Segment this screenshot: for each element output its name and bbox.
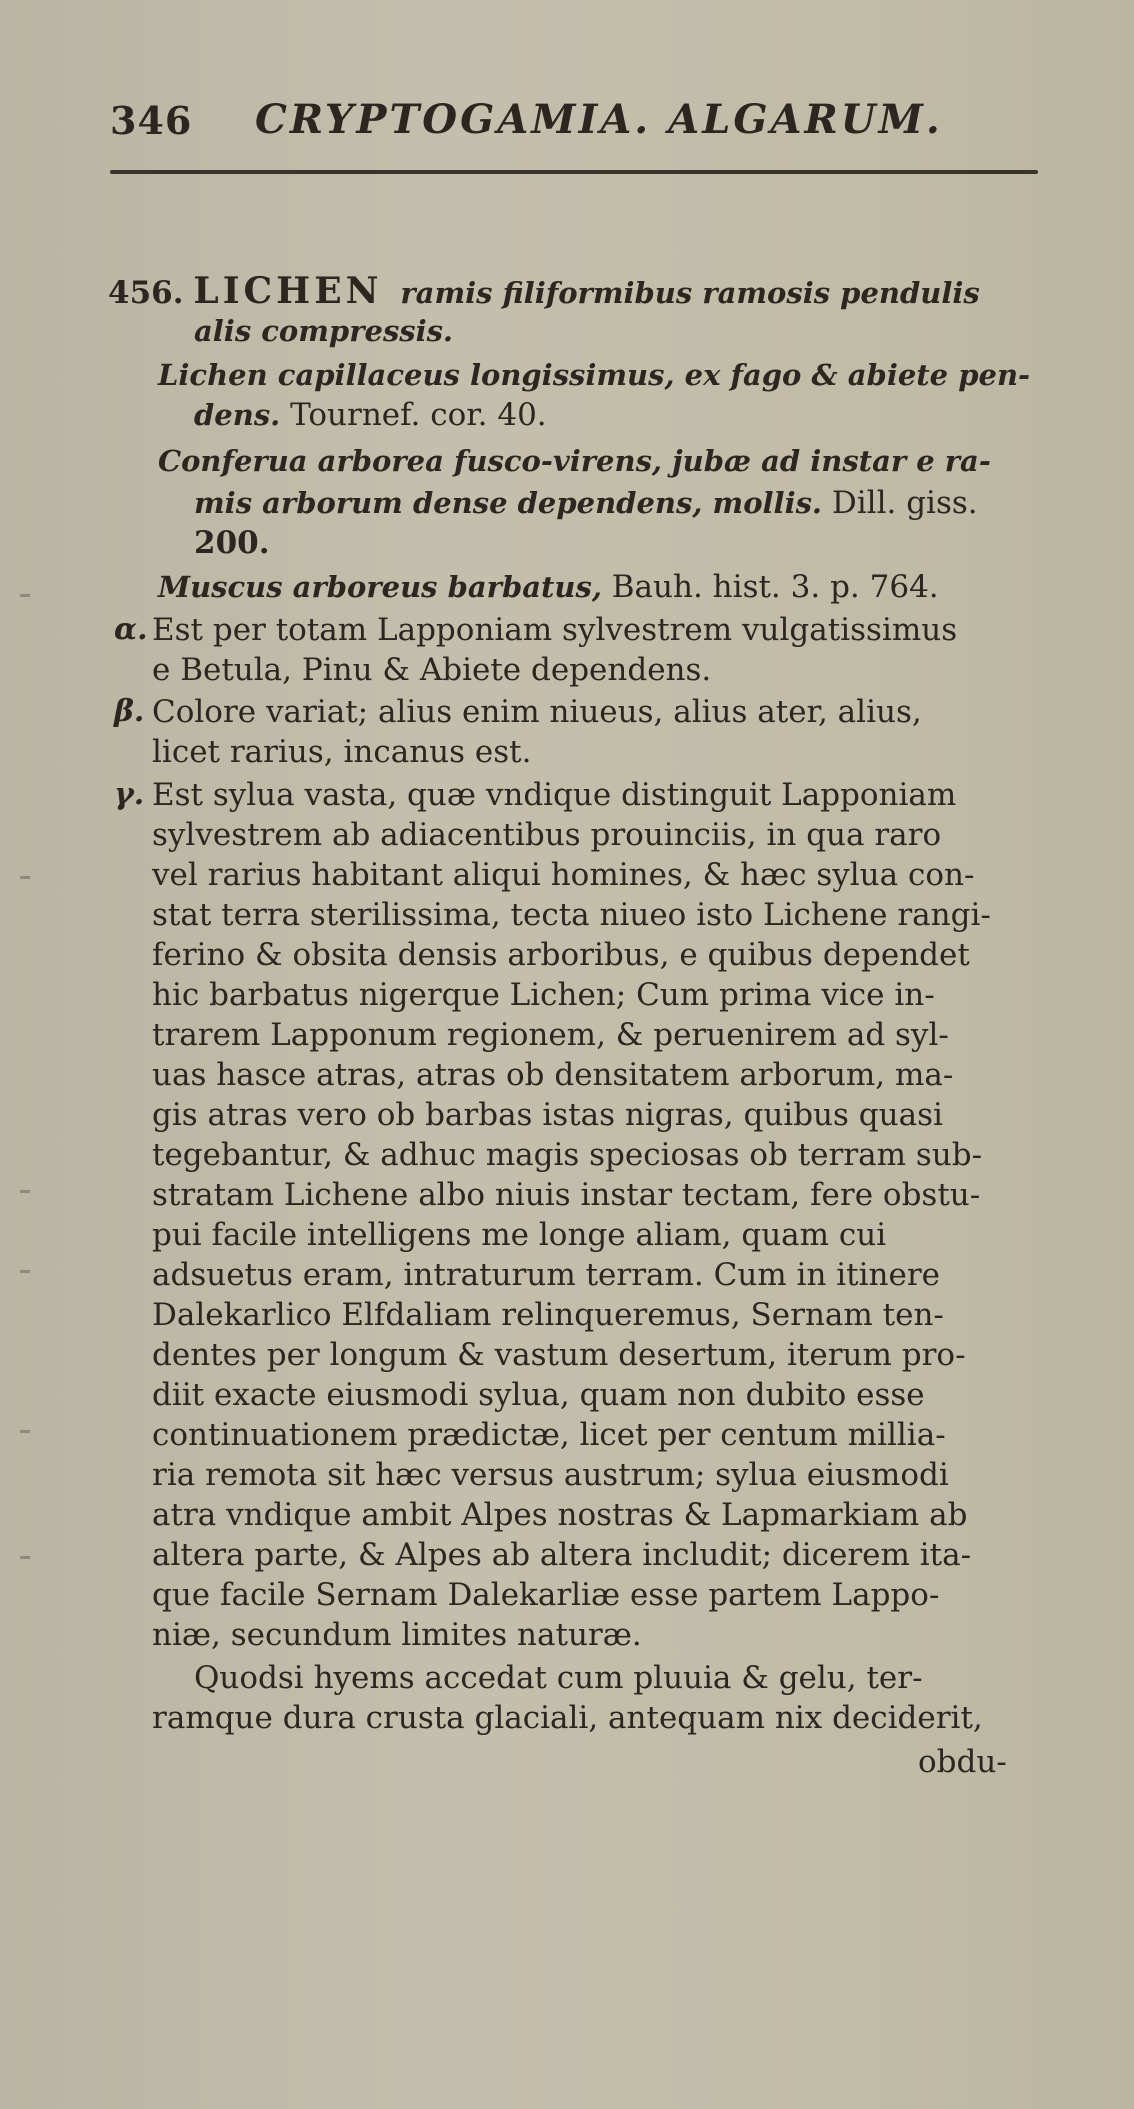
- margin-mark: [20, 1190, 30, 1193]
- gamma-line: ria remota sit hæc versus austrum; sylua eiusmodi: [152, 1457, 949, 1493]
- alpha-marker: α.: [114, 612, 148, 647]
- gamma-line: Est sylua vasta, quæ vndique distinguit Lapponiam: [152, 777, 957, 813]
- gamma-line: hic barbatus nigerque Lichen; Cum prima vice in-: [152, 977, 935, 1013]
- genus-name: LICHEN: [193, 270, 383, 312]
- gamma-line: trarem Lapponum regionem, & peruenirem ad syl-: [152, 1017, 949, 1053]
- entry-heading: [108, 271, 980, 313]
- gamma-line: diit exacte eiusmodi sylua, quam non dubito esse: [152, 1377, 925, 1413]
- margin-mark: [20, 1270, 30, 1273]
- header-rule: [110, 170, 1038, 174]
- diagnosis-continued: alis compressis.: [194, 314, 454, 348]
- synonym-reference: Tournef. cor. 40.: [290, 397, 547, 433]
- page-header: [110, 98, 1040, 148]
- running-head: CRYPTOGAMIA. ALGARUM.: [255, 96, 943, 143]
- synonym-text: mis arborum dense dependens, mollis.: [194, 486, 823, 520]
- synonym-reference: Bauh. hist. 3. p. 764.: [611, 569, 939, 605]
- synonym-dillenius-page: 200.: [194, 525, 270, 561]
- catchword: obdu-: [918, 1744, 1007, 1780]
- gamma-line: stratam Lichene albo niuis instar tectam, fere obstu-: [152, 1177, 981, 1213]
- margin-mark: [20, 1430, 30, 1433]
- gamma-line: atra vndique ambit Alpes nostras & Lapmarkiam ab: [152, 1497, 968, 1533]
- gamma-line: dentes per longum & vastum desertum, iterum pro-: [152, 1337, 966, 1373]
- gamma-line: gis atras vero ob barbas istas nigras, quibus quasi: [152, 1097, 943, 1133]
- gamma-line: adsuetus eram, intraturum terram. Cum in itinere: [152, 1257, 941, 1293]
- synonym-text: Muscus arboreus barbatus,: [158, 570, 602, 604]
- entry-number: 456.: [108, 275, 184, 311]
- synonym-dillenius: Conferua arborea fusco-virens, jubæ ad instar e ra-: [158, 444, 991, 478]
- gamma-line: altera parte, & Alpes ab altera includit; dicerem ita-: [152, 1537, 972, 1573]
- gamma-line: tegebantur, & adhuc magis speciosas ob terram sub-: [152, 1137, 983, 1173]
- synonym-text: dens.: [194, 398, 281, 432]
- synonym-tournefort: Lichen capillaceus longissimus, ex fago & abiete pen-: [158, 358, 1031, 392]
- page-number: 346: [110, 98, 193, 143]
- gamma-line: vel rarius habitant aliqui homines, & hæc sylua con-: [152, 857, 975, 893]
- diagnosis-text: ramis filiformibus ramosis pendulis: [400, 276, 980, 310]
- paragraph-line: ramque dura crusta glaciali, antequam nix deciderit,: [152, 1700, 983, 1736]
- gamma-line: Dalekarlico Elfdaliam relinqueremus, Sernam ten-: [152, 1297, 944, 1333]
- synonym-reference: Dill. giss.: [831, 485, 978, 521]
- alpha-line-2: e Betula, Pinu & Abiete dependens.: [152, 652, 712, 688]
- gamma-line: ferino & obsita densis arboribus, e quibus dependet: [152, 937, 970, 973]
- synonym-tournefort-continued: [194, 395, 547, 435]
- margin-mark: [20, 594, 30, 597]
- margin-mark: [20, 876, 30, 879]
- gamma-line: pui facile intelligens me longe aliam, quam cui: [152, 1217, 887, 1253]
- paragraph-line: Quodsi hyems accedat cum pluuia & gelu, ter-: [194, 1660, 923, 1696]
- gamma-line: continuationem prædictæ, licet per centum millia-: [152, 1417, 946, 1453]
- beta-line-1: Colore variat; alius enim niueus, alius ater, alius,: [152, 694, 922, 730]
- beta-marker: β.: [114, 694, 145, 729]
- gamma-line: sylvestrem ab adiacentibus prouinciis, in qua raro: [152, 817, 942, 853]
- synonym-bauhin: [158, 567, 939, 607]
- gamma-line: que facile Sernam Dalekarliæ esse partem Lappo-: [152, 1577, 940, 1613]
- gamma-marker: γ.: [114, 777, 145, 812]
- synonym-dillenius-continued: [194, 483, 978, 523]
- alpha-line-1: Est per totam Lapponiam sylvestrem vulgatissimus: [152, 612, 958, 648]
- gamma-line: niæ, secundum limites naturæ.: [152, 1617, 642, 1653]
- margin-mark: [20, 1556, 30, 1559]
- beta-line-2: licet rarius, incanus est.: [152, 734, 532, 770]
- gamma-line: stat terra sterilissima, tecta niueo isto Lichene rangi-: [152, 897, 991, 933]
- gamma-line: uas hasce atras, atras ob densitatem arborum, ma-: [152, 1057, 954, 1093]
